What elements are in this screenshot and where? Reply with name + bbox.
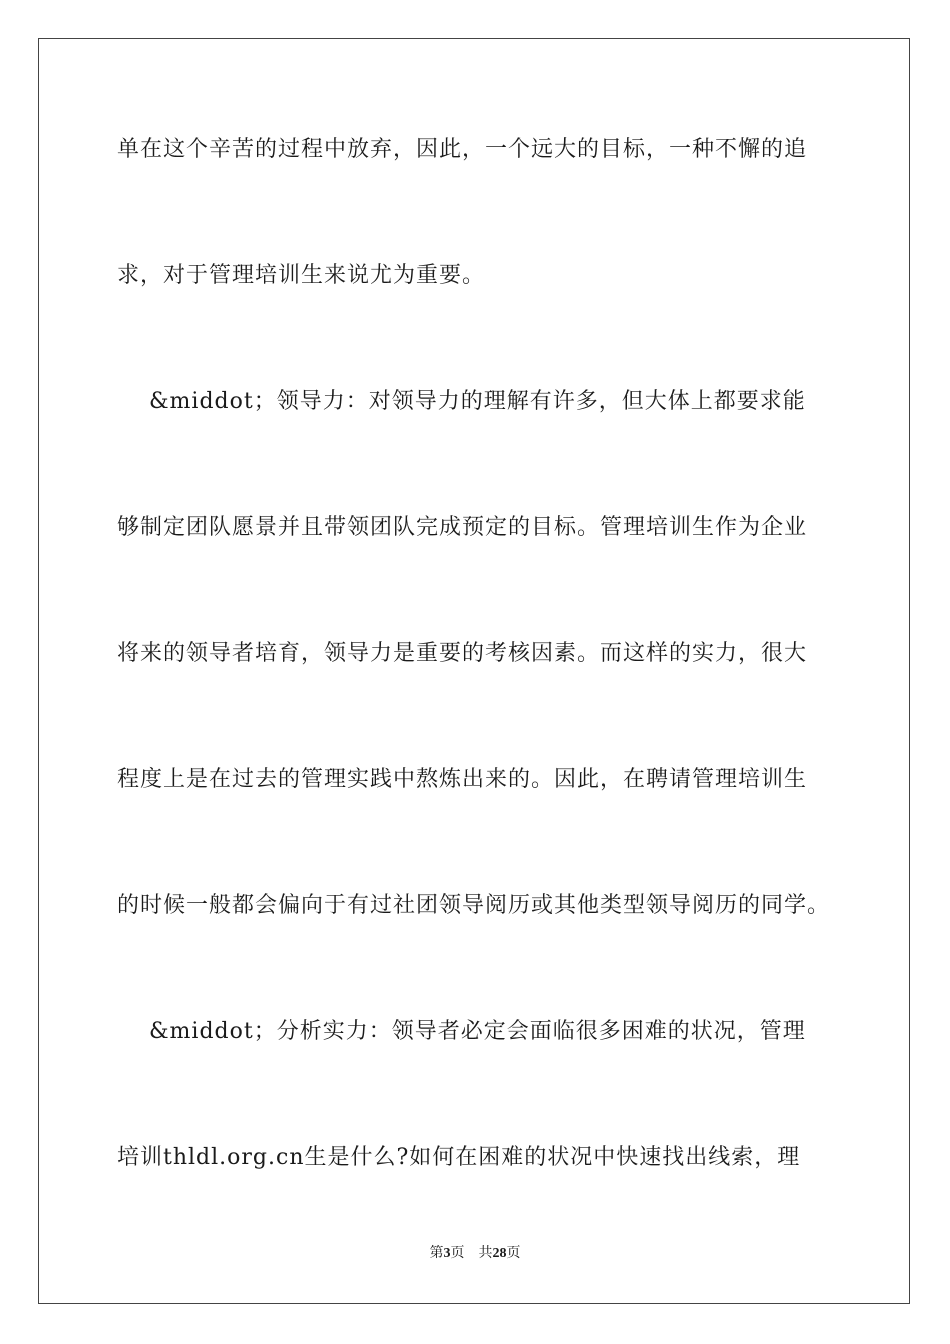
page-suffix: 页 xyxy=(450,1246,465,1261)
text-line-8: &middot；分析实力：领导者必定会面临很多困难的状况，管理 xyxy=(117,1019,806,1044)
total-prefix: 共 xyxy=(478,1246,493,1261)
text-line-6: 程度上是在过去的管理实践中熬炼出来的。因此，在聘请管理培训生 xyxy=(117,767,808,792)
page-border xyxy=(38,38,910,1304)
text-line-5: 将来的领导者培育，领导力是重要的考核因素。而这样的实力，很大 xyxy=(117,641,808,666)
total-pages: 28 xyxy=(492,1246,507,1261)
text-line-2: 求，对于管理培训生来说尤为重要。 xyxy=(117,263,486,288)
text-line-3: &middot；领导力：对领导力的理解有许多，但大体上都要求能 xyxy=(117,389,806,414)
total-suffix: 页 xyxy=(506,1246,521,1261)
text-line-9: 培训thldl.org.cn生是什么?如何在困难的状况中快速找出线索，理 xyxy=(117,1145,801,1170)
text-line-7: 的时候一般都会偏向于有过社团领导阅历或其他类型领导阅历的同学。 xyxy=(117,893,831,918)
page-prefix: 第 xyxy=(429,1246,444,1261)
page-footer xyxy=(0,1244,950,1264)
page-number: 3 xyxy=(443,1246,451,1261)
text-line-1: 单在这个辛苦的过程中放弃，因此，一个远大的目标，一种不懈的追 xyxy=(117,137,808,162)
text-line-4: 够制定团队愿景并且带领团队完成预定的目标。管理培训生作为企业 xyxy=(117,515,808,540)
